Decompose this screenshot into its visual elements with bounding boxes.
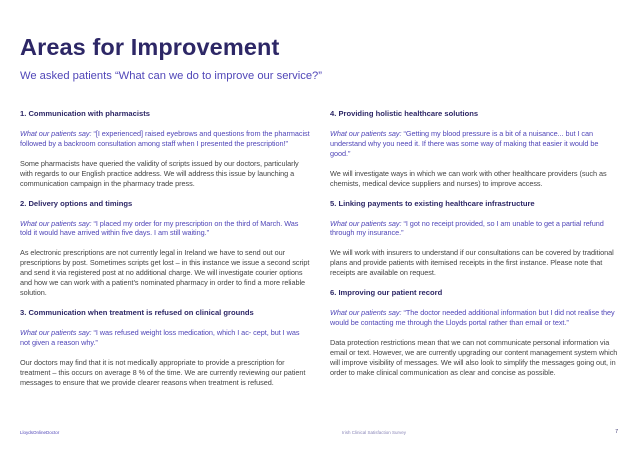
quote-text: “I got no receipt provided, so I am unable to get a partial refund through my insurance.” bbox=[330, 218, 604, 238]
page-footer bbox=[20, 430, 618, 440]
section-heading: 4. Providing holistic healthcare solutions bbox=[330, 109, 479, 118]
section-body: Data protection restrictions mean that we can not communicate personal information via email or text. However, we are currently upgrading our content management system which will improve visibility of messages. We will also look to simplify the messages going out, in order to make clinical communication as clear and concise as possible. bbox=[330, 337, 618, 377]
section-body: We will work with insurers to understand if our consultations can be covered by traditional plans and provide patients with itemised receipts in the first instance. Please note that receipts are available on request. bbox=[330, 248, 614, 278]
quote-lead: What our patients say: bbox=[330, 308, 402, 318]
section-treatment-refused bbox=[20, 308, 310, 388]
quote-lead: What our patients say: bbox=[20, 327, 92, 337]
section-heading: 5. Linking payments to existing healthcare infrastructure bbox=[330, 198, 535, 208]
patient-quote bbox=[20, 219, 310, 239]
right-column bbox=[330, 109, 620, 388]
quote-text: “I placed my order for my prescription on the third of March. Was told it would have arrived within five days. I am still waiting.” bbox=[20, 218, 299, 238]
quote-text: “[I experienced] raised eyebrows and questions from the pharmacist followed by a backroom consultation among staff when I presented the prescription!” bbox=[20, 129, 310, 148]
section-linking-payments bbox=[330, 199, 620, 279]
quote-lead: What our patients say: bbox=[20, 218, 92, 228]
section-holistic-healthcare bbox=[330, 109, 620, 189]
quote-text: “I was refused weight loss medication, which I ac- cept, but I was not given a reason why.” bbox=[20, 327, 300, 347]
quote-lead: What our patients say: bbox=[20, 129, 92, 138]
section-communication-pharmacists bbox=[20, 109, 310, 189]
left-column bbox=[20, 109, 310, 397]
quote-lead: What our patients say: bbox=[330, 218, 402, 228]
page-subtitle: We asked patients “What can we do to improve our service?” bbox=[20, 70, 322, 82]
section-body: As electronic prescriptions are not currently legal in Ireland we have to send out our prescriptions by post. Sometimes scripts get lost – in this instance we issue a second script and send it via registered post at no additional charge. We will investigate courier options and how we can work with a patient’s nominated pharmacy in order to find a more reliable solution. bbox=[20, 248, 310, 297]
section-body: We will investigate ways in which we can work with other healthcare providers (such as chemists, medical device suppliers and nurses) to improve access. bbox=[330, 168, 607, 188]
section-body: Our doctors may find that it is not medically appropriate to provide a prescription for treatment – this occurs on average 8 % of the time. We are currently reviewing our patient messages to ensure that we provide clearer reasons when treatment is refused. bbox=[20, 357, 306, 387]
section-heading: 3. Communication when treatment is refused on clinical grounds bbox=[20, 307, 254, 317]
section-patient-record bbox=[330, 288, 620, 377]
quote-text: “Getting my blood pressure is a bit of a nuisance... but I can understand why you need it. If there was some way of making that easier it would be good.” bbox=[330, 129, 599, 158]
page-number: 7 bbox=[615, 429, 618, 435]
quote-lead: What our patients say: bbox=[330, 129, 402, 138]
patient-quote bbox=[330, 308, 620, 328]
page-title: Areas for Improvement bbox=[20, 34, 280, 60]
patient-quote bbox=[330, 129, 620, 159]
patient-quote bbox=[20, 129, 310, 149]
section-heading: 6. Improving our patient record bbox=[330, 288, 443, 298]
section-delivery-options bbox=[20, 199, 310, 298]
footer-brand: LloydsOnlineDoctor bbox=[20, 430, 60, 435]
section-body: Some pharmacists have queried the validity of scripts issued by our doctors, particularly with regards to our English practice address. We will address this issue by launching a communication campaign in the pharmacy trade press. bbox=[20, 158, 299, 188]
patient-quote bbox=[20, 328, 310, 348]
quote-text: “The doctor needed additional information but I did not realise they would be contacting me through the Lloyds portal rather than email or text.” bbox=[330, 308, 615, 327]
patient-quote bbox=[330, 219, 620, 239]
section-heading: 2. Delivery options and timings bbox=[20, 198, 133, 208]
section-heading: 1. Communication with pharmacists bbox=[20, 109, 150, 118]
footer-survey-title: Irish Clinical Satisfaction Survey bbox=[342, 430, 407, 435]
